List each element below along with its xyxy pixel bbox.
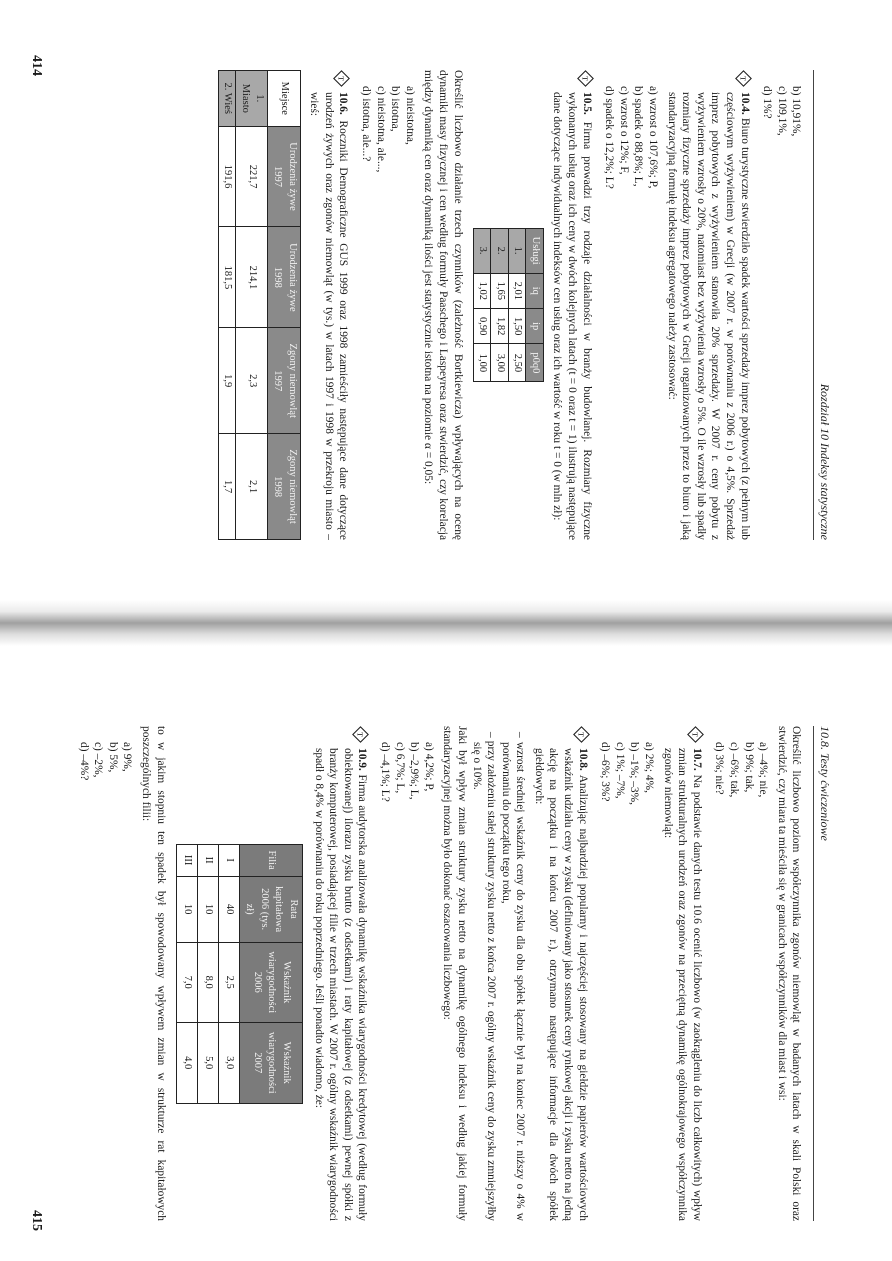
option: b) istotna, — [389, 86, 402, 132]
svg-text:T: T — [580, 76, 590, 81]
task-10-7 — [660, 726, 704, 1221]
test-icon — [735, 70, 752, 87]
option: b) –1%; –3%, — [628, 742, 641, 805]
table-header: p0q0 — [526, 344, 544, 382]
table-cell: 2,5 — [218, 942, 239, 1022]
table-cell: 1,65 — [491, 273, 509, 308]
test-icon — [333, 70, 350, 87]
option: b) 9%; tak, — [742, 742, 755, 793]
option: a) nieistotna, — [403, 86, 416, 145]
option: a) 9%, — [121, 742, 134, 772]
table-cell: 191,6 — [218, 126, 236, 227]
bullet-text: wzrost średniej wskaźnik ceny do zysku dla obu spółek łącznie był na koniec 2007 r. niższy o 4% w porównaniu do początku tego roku, — [499, 741, 527, 1221]
option: c) –6%; tak, — [728, 742, 741, 798]
task-number: 10.9. — [356, 748, 369, 771]
paragraph: Określić liczbowo poziom współczynnika zgonów niemowląt w badanych latach w skali Polski oraz stwierdzić, czy miara ta mieściła się w granicach współczynników dla miast i wsi: — [775, 726, 803, 1221]
table-header: Rata kapitałowa 2006 (tys. zł) — [239, 876, 302, 942]
bullet-text: przy założeniu stałej struktury zysku netto z końca 2007 r. ogólny wskaźnik ceny do zysku zmniejszyłby się o 10%. — [470, 740, 498, 1221]
option: c) –2%, — [92, 742, 105, 778]
table-row — [218, 844, 239, 1103]
option: d) istotna, ale...? — [359, 86, 372, 162]
option: a) wzrost o 107,6%; P, — [647, 86, 660, 189]
table-cell: II — [197, 844, 218, 876]
option: d) –4,1%; L? — [378, 742, 391, 802]
table-cell: 4,0 — [176, 1022, 197, 1103]
table-cell: 1. — [508, 228, 526, 273]
test-icon — [577, 70, 594, 87]
option: c) 109,1%, — [775, 86, 788, 136]
task-number: 10.8. — [576, 748, 589, 771]
table-cell: 1. Miasto — [236, 71, 268, 127]
table-cell: III — [176, 844, 197, 876]
option: a) –4%; nie, — [757, 742, 770, 798]
table-header: Miejsce — [268, 71, 300, 127]
option: c) 6,7%; L, — [393, 742, 406, 794]
table-header: Wskaźnik wiarygodności 2006 — [239, 942, 302, 1022]
table-cell: 3,0 — [218, 1022, 239, 1103]
svg-text:T: T — [690, 732, 700, 737]
option: b) –2,9%; L, — [408, 742, 421, 800]
table-row — [218, 71, 236, 540]
task-10-9 — [311, 726, 369, 1221]
table-cell: 7,0 — [176, 942, 197, 1022]
task-10-4 — [664, 70, 752, 540]
bullet-item: – przy założeniu stałej struktury zysku netto z końca 2007 r. ogólny wskaźnik ceny do zysku zmniejszyłby się o 10%. — [470, 732, 498, 1221]
table-cell: 2,50 — [508, 344, 526, 382]
table-header: Urodzenia żywe 1998 — [268, 227, 300, 328]
page-414 — [0, 0, 892, 600]
running-head: 10.8. Testy ćwiczeniowe — [813, 726, 832, 1221]
book-gutter — [0, 600, 892, 646]
svg-text:T: T — [576, 732, 586, 737]
table-cell: 2. Wieś — [218, 71, 236, 127]
option: d) 1%? — [761, 86, 774, 119]
table-cell: 1,00 — [473, 344, 491, 382]
test-icon — [687, 726, 704, 743]
branches-table — [176, 844, 303, 1104]
table-cell: 2. — [491, 228, 509, 273]
table-cell: 0,90 — [473, 309, 491, 344]
table-cell: I — [218, 844, 239, 876]
table-row — [491, 228, 509, 382]
table-header: Usługi — [526, 228, 544, 273]
option: b) 10,91%, — [790, 86, 803, 137]
task-text: Firma audytorska analizowała dynamikę wskaźnika wiarygodności kredytowej (według formuły obiektowanej) ilorazu zysku brutto (z odsetkami) i raty kapitałowej (z odsetkami) pewnej spółki z branży komputerowej, posiadającej filie w trzech miastach. W 2007 r. ogólny wskaźnik wiarygodności spadł o 8,4% w porównaniu do roku poprzedniego. Jeśli ponadto wiadomo, że: — [312, 748, 369, 1221]
table-cell: 1,9 — [218, 328, 236, 434]
table-cell: 221,7 — [236, 126, 268, 227]
page-number: 415 — [28, 1210, 44, 1231]
task-number: 10.5. — [580, 92, 593, 115]
option: a) 2%; 4%, — [643, 742, 656, 793]
table-cell: 181,5 — [218, 227, 236, 328]
table-row — [508, 228, 526, 382]
task-text: Biuro turystyczne stwierdziło spadek wartości sprzedaży imprez pobytowych (z pełnym lub częściowym wyżywieniem) w Grecji (w 2007 r. w porównaniu z 2006 r.) o 4,5%. Sprzedaż imprez pobytowych z wyżywieniem stanowiła 20% sprzedaży. W 2007 r. ceny pobytu z wyżywieniem wzrosły o 20%, natomiast bez wyżywienia wzrosły o 5%. O ile wzrosły lub spadły rozmiary fizyczne sprzedaży imprez pobytowych w Grecji organizowanych przez to biuro i jaką standaryzacyjną formułę indeksu agregatowego należy zastosować: — [665, 92, 751, 540]
option: c) 1%; –7%, — [613, 742, 626, 799]
test-icon — [573, 726, 590, 743]
task-text: Na podstawie danych testu 10.6 ocenić liczbowo (w zaokrągleniu do liczb całkowitych) wpływ zmian strukturalnych urodzeń oraz zgonów na przeciętną dynamikę ogólnokrajowego współczynnika zgonów niemowląt: — [661, 748, 703, 1221]
option: b) 5%, — [106, 742, 119, 773]
table-cell: 10 — [197, 876, 218, 942]
table-header: iq — [526, 273, 544, 308]
table-cell: 1,82 — [491, 309, 509, 344]
task-text: Analizując najbardziej popularny i najczęściej stosowany na giełdzie papierów wartościowych wskaźnik udziału ceny w zysku (definiowany jako stosunek ceny rynkowej akcji i zysku netto na jedną akcję na początku i na końcu 2007 r.), otrzymano następujące informacje dla dwóch spółek giełdowych: — [532, 748, 589, 1222]
table-row — [473, 228, 491, 382]
svg-text:T: T — [738, 76, 748, 81]
task-10-5 — [550, 70, 594, 540]
table-header: Wskaźnik wiarygodności 2007 — [239, 1022, 302, 1103]
table-header: Filia — [239, 844, 302, 876]
table-cell: 1,50 — [508, 309, 526, 344]
page-415 — [0, 646, 892, 1261]
option: d) spadek o 12,2%; L? — [603, 86, 616, 189]
births-deaths-table — [218, 70, 301, 540]
paragraph: to w jakim stopniu ten spadek był spowodowany wpływem zmian w strukturze rat kapitałowych poszczególnych filii: — [140, 726, 167, 1221]
task-text: Firma prowadzi trzy rodzaje działalności w branży budowlanej. Rozmiary fizyczne wykonanych usług oraz ich ceny w dwóch kolejnych latach (t = 0 oraz t = 1) ilustrują następujące dane dotyczące indywidualnych indeksów cen usług oraz ich wartość w roku t = 0 (w mln zł): — [551, 92, 593, 540]
task-number: 10.6. — [337, 92, 350, 115]
test-icon — [352, 726, 369, 743]
table-cell: 214,1 — [236, 227, 268, 328]
task-number: 10.4. — [738, 92, 751, 115]
services-table — [473, 228, 544, 383]
task-10-6 — [307, 70, 351, 540]
table-header: ip — [526, 309, 544, 344]
task-text: Roczniki Demograficzne GUS 1999 oraz 1998 zamieściły następujące dane dotyczące urodzeń żywych oraz zgonów niemowląt (w tys.) w latach 1997 i 1998 w przekroju miasto – wieś: — [308, 92, 350, 540]
bullet-item: – wzrost średniej wskaźnik ceny do zysku dla obu spółek łącznie był na koniec 2007 r. niższy o 4% w porównaniu do początku tego roku, — [499, 732, 527, 1221]
table-row — [236, 71, 268, 540]
task-number: 10.7. — [690, 748, 703, 771]
option: d) 3%; nie? — [713, 742, 726, 795]
option: d) –6%; 3%? — [599, 742, 612, 802]
running-head: Rozdział 10 Indeksy statystyczne — [813, 70, 832, 540]
table-cell: 1,02 — [473, 273, 491, 308]
table-cell: 3,00 — [491, 344, 509, 382]
paragraph: Określić liczbowo działanie trzech czynników (zależność Bortkiewicza) wpływających na ocenę dynamiki masy fizycznej i cen według formuły Paaschego i Laspeyresa oraz stwierdzić, czy korelacja między dynamiką cen oraz dynamiką ilości jest statystycznie istotna na poziomie α = 0,05: — [422, 70, 464, 540]
table-header: Urodzenia żywe 1997 — [268, 126, 300, 227]
table-header: Zgony niemowląt 1998 — [268, 434, 300, 540]
table-header: Zgony niemowląt 1997 — [268, 328, 300, 434]
table-cell: 2,01 — [508, 273, 526, 308]
table-row — [197, 844, 218, 1103]
table-row — [176, 844, 197, 1103]
option: c) nieistotna, ale..., — [374, 86, 387, 173]
svg-text:T: T — [336, 76, 346, 81]
paragraph: Jaki był wpływ zmian struktury zysku netto na dynamikę ogólnego indeksu i według jakiej formuły standaryzacyjnej można było dokonać oszacowania liczbowego: — [441, 726, 468, 1221]
table-cell: 2,3 — [236, 328, 268, 434]
task-10-8 — [531, 726, 589, 1221]
option: a) 4,2%; P, — [422, 742, 435, 792]
table-cell: 5,0 — [197, 1022, 218, 1103]
option: b) spadek o 88,8%; L, — [632, 86, 645, 187]
svg-text:T: T — [355, 732, 365, 737]
table-cell: 1,7 — [218, 434, 236, 540]
table-cell: 2,1 — [236, 434, 268, 540]
option: c) wzrost o 12%; F, — [617, 86, 630, 175]
table-cell: 40 — [218, 876, 239, 942]
table-cell: 8,0 — [197, 942, 218, 1022]
table-cell: 10 — [176, 876, 197, 942]
table-cell: 3. — [473, 228, 491, 273]
page-number: 414 — [28, 55, 44, 76]
option: d) –4%? — [77, 742, 90, 781]
